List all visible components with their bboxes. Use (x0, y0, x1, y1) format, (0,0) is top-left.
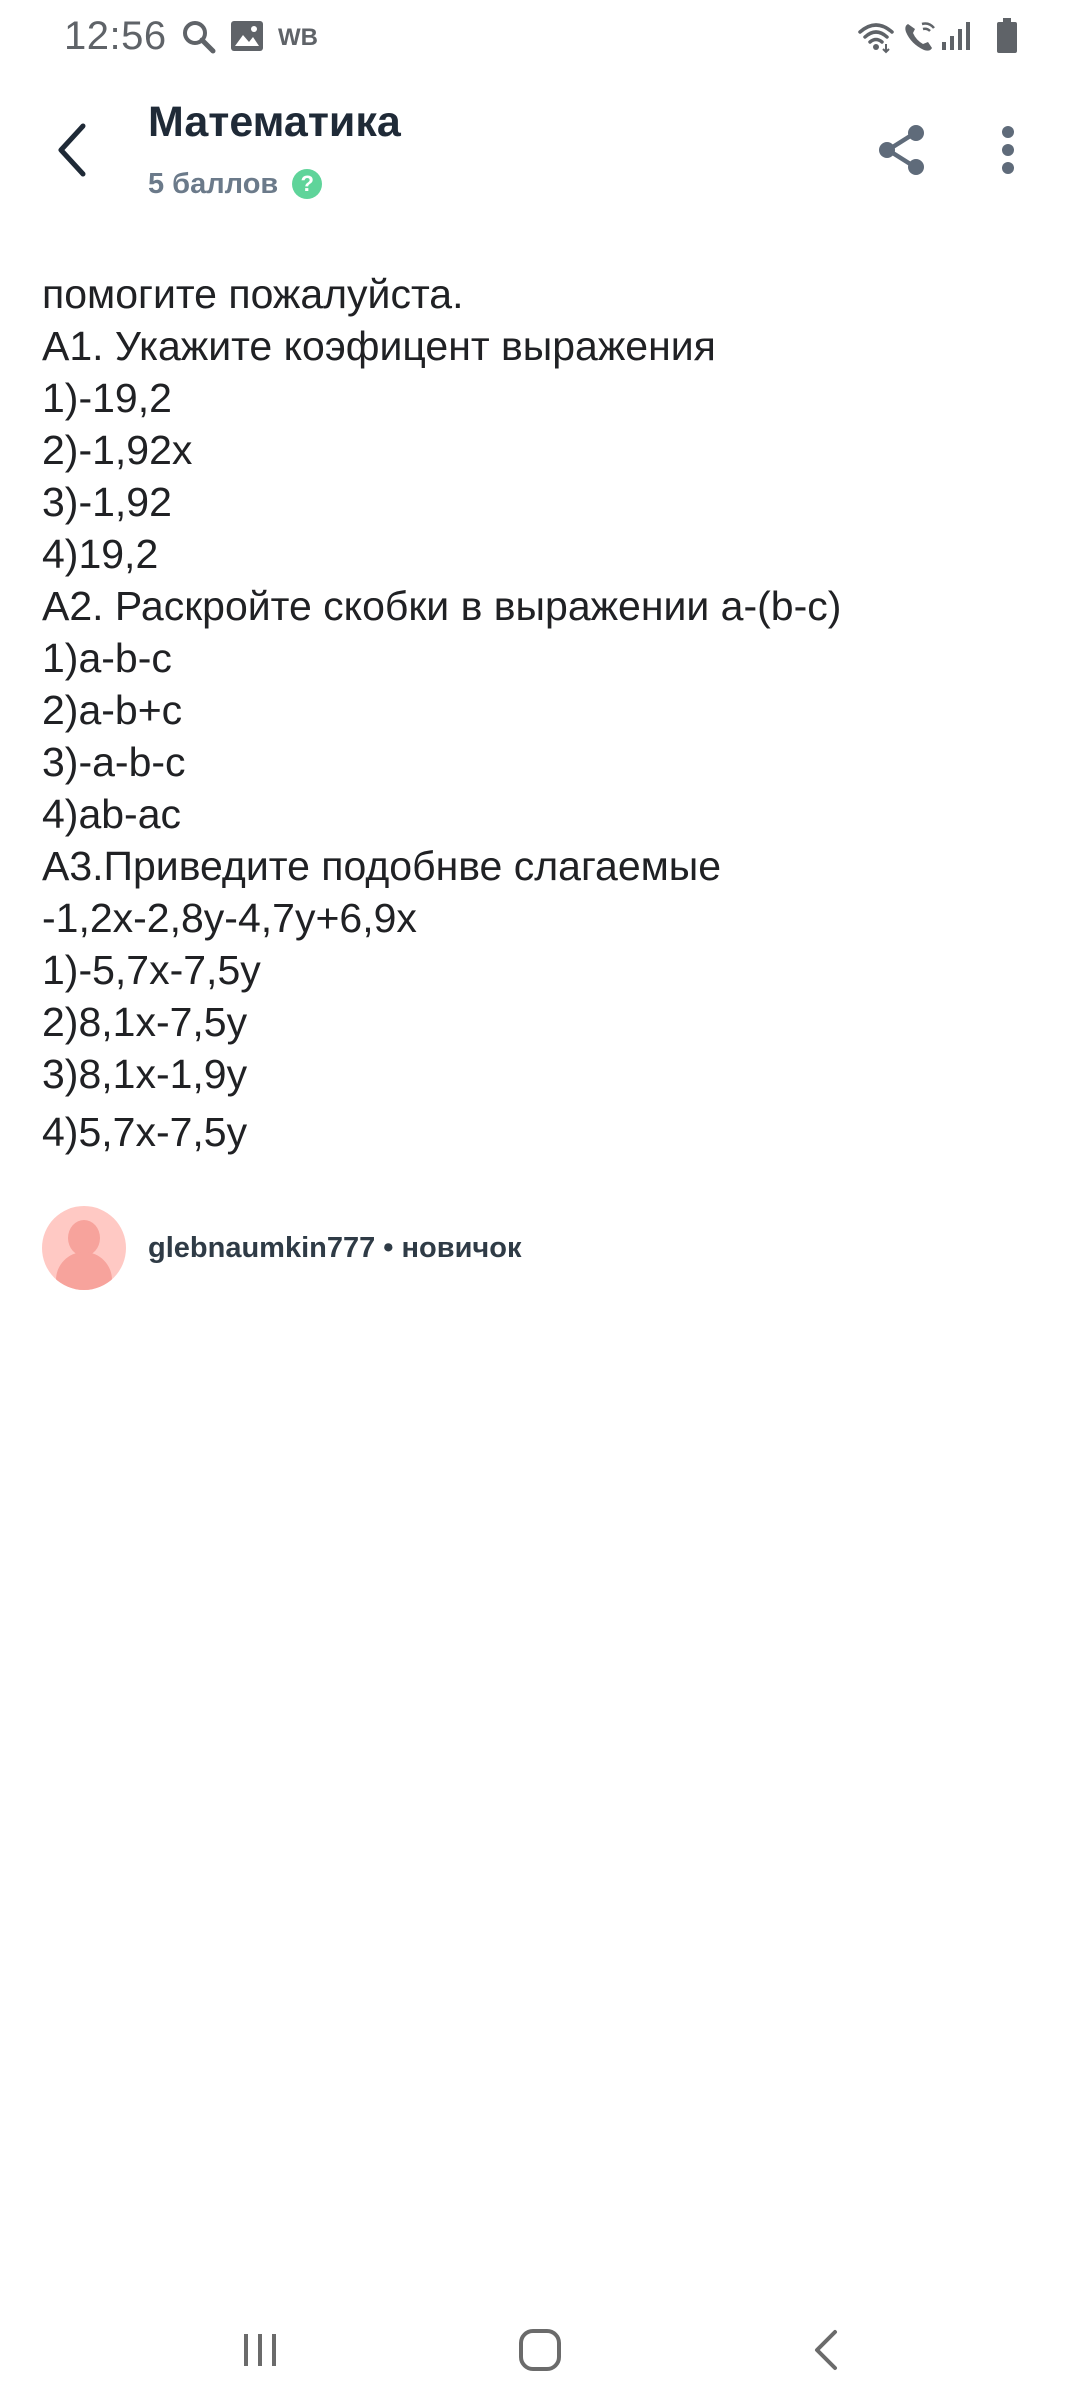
battery-icon (996, 18, 1018, 59)
back-button[interactable] (40, 114, 104, 186)
avatar-head (68, 1220, 100, 1256)
system-nav-bar (0, 2280, 1080, 2400)
question-line: 1)-5,7x-7,5y (42, 947, 261, 993)
page-title: Математика (148, 98, 401, 146)
status-bar (0, 0, 1080, 76)
question-line: 2)8,1x-7,5y (42, 999, 248, 1045)
home-icon (516, 2326, 564, 2374)
back-nav-button[interactable] (786, 2310, 866, 2390)
back-arrow-icon (55, 122, 89, 178)
home-button[interactable] (500, 2310, 580, 2390)
question-line: А3.Приведите подобнве слагаемые (42, 843, 722, 889)
question-line: А1. Укажите коэфицент выражения (42, 323, 716, 369)
wifi-icon (856, 20, 896, 59)
points-label: 5 баллов (148, 167, 279, 200)
question-line: 4)ab-ac (42, 791, 182, 837)
signal-icon (940, 20, 972, 57)
author-label[interactable]: glebnaumkin777 • новичок (148, 1231, 522, 1264)
notification-text: WB (278, 24, 318, 51)
author-row[interactable] (42, 1206, 521, 1290)
question-line: -1,2x-2,8y-4,7y+6,9x (42, 895, 417, 941)
share-icon (877, 123, 927, 177)
question-line: 4)19,2 (42, 531, 159, 577)
share-button[interactable] (870, 118, 934, 182)
app-header (0, 76, 1080, 226)
question-line: 3)8,1x-1,9y (42, 1051, 248, 1097)
question-line: 1)-19,2 (42, 375, 172, 421)
question-line: 1)a-b-c (42, 635, 172, 681)
back-icon (811, 2328, 841, 2372)
question-text (42, 268, 1042, 1158)
status-time: 12:56 (64, 14, 167, 58)
points-row (148, 164, 322, 204)
wifi-calling-icon (902, 20, 938, 59)
question-line: 2)-1,92x (42, 427, 193, 473)
question-line: 3)-1,92 (42, 479, 172, 525)
avatar[interactable] (42, 1206, 126, 1290)
recent-apps-button[interactable] (220, 2310, 300, 2390)
help-icon[interactable]: ? (292, 169, 322, 199)
more-options-button[interactable] (976, 118, 1040, 182)
question-line: 4)5,7x-7,5y (42, 1109, 248, 1155)
question-line: 3)-a-b-c (42, 739, 186, 785)
recent-apps-icon (240, 2330, 280, 2370)
search-icon (180, 18, 218, 61)
more-vert-icon (1001, 125, 1015, 175)
avatar-body (56, 1252, 112, 1290)
image-icon (230, 20, 264, 57)
question-line: 2)a-b+c (42, 687, 183, 733)
question-line: А2. Раскройте скобки в выражении a-(b-c) (42, 583, 842, 629)
question-line: помогите пожалуйста. (42, 271, 464, 317)
